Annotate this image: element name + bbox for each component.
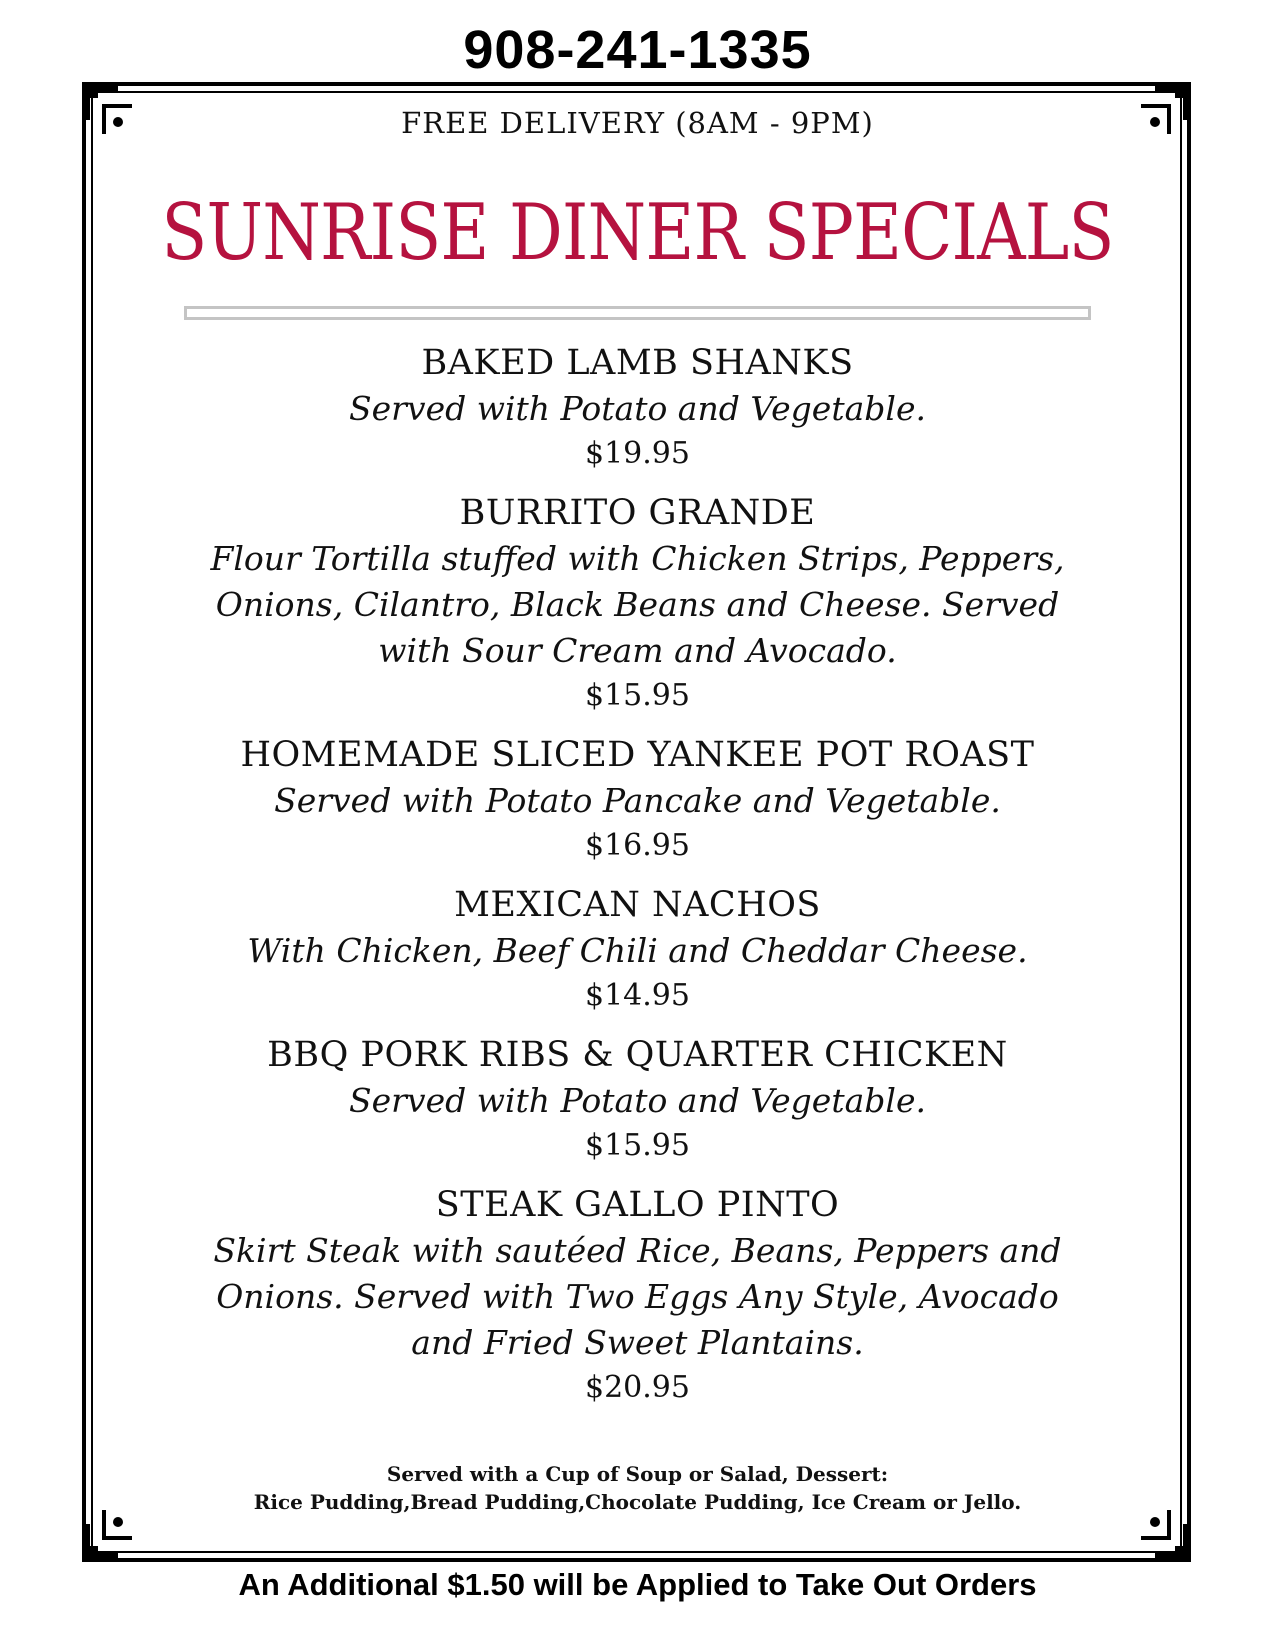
menu-item [140, 1182, 1135, 1410]
menu-item-price: $15.95 [585, 1128, 690, 1163]
served-with-line: Served with a Cup of Soup or Salad, Dessert: [386, 1462, 889, 1486]
page-title: SUNRISE DINER SPECIALS [161, 188, 1114, 278]
menu-item-price: $15.95 [585, 678, 690, 713]
menu-item-price: $19.95 [585, 436, 690, 471]
delivery-notice: FREE DELIVERY (8AM - 9PM) [401, 106, 874, 140]
title-divider [184, 306, 1091, 320]
menu-item-description: Served with Potato and Vegetable. [349, 1081, 926, 1120]
dessert-options-line: Rice Pudding,Bread Pudding,Chocolate Pudding, Ice Cream or Jello. [253, 1490, 1022, 1514]
menu-item-name: BURRITO GRANDE [459, 493, 816, 533]
menu-item-description: With Chicken, Beef Chili and Cheddar Cheese. [247, 931, 1028, 970]
menu-item [140, 490, 1135, 718]
served-with-note [0, 1460, 1275, 1516]
menu-item-name: BBQ PORK RIBS & QUARTER CHICKEN [267, 1035, 1008, 1075]
menu-item-price: $14.95 [585, 978, 690, 1013]
menu-item-description: Flour Tortilla stuffed with Chicken Strips, Peppers, Onions, Cilantro, Black Beans and Cheese. Served with Sour Cream and Avocado. [210, 539, 1065, 670]
takeout-notice: An Additional $1.50 will be Applied to Take Out Orders [238, 1567, 1037, 1602]
menu-item-price: $16.95 [585, 828, 690, 863]
specials-list [140, 340, 1135, 1424]
menu-item-description: Served with Potato Pancake and Vegetable. [274, 781, 1001, 820]
menu-item-price: $20.95 [585, 1370, 690, 1405]
menu-item-name: STEAK GALLO PINTO [435, 1185, 840, 1225]
menu-item [140, 882, 1135, 1018]
phone-number: 908-241-1335 [463, 20, 812, 80]
menu-item [140, 732, 1135, 868]
menu-item-description: Served with Potato and Vegetable. [349, 389, 926, 428]
menu-item-name: HOMEMADE SLICED YANKEE POT ROAST [240, 735, 1035, 775]
menu-item-name: MEXICAN NACHOS [454, 885, 821, 925]
menu-item [140, 1032, 1135, 1168]
menu-item [140, 340, 1135, 476]
menu-item-description: Skirt Steak with sautéed Rice, Beans, Peppers and Onions. Served with Two Eggs Any Style, Avocado and Fried Sweet Plantains. [213, 1231, 1062, 1362]
menu-item-name: BAKED LAMB SHANKS [421, 343, 854, 383]
